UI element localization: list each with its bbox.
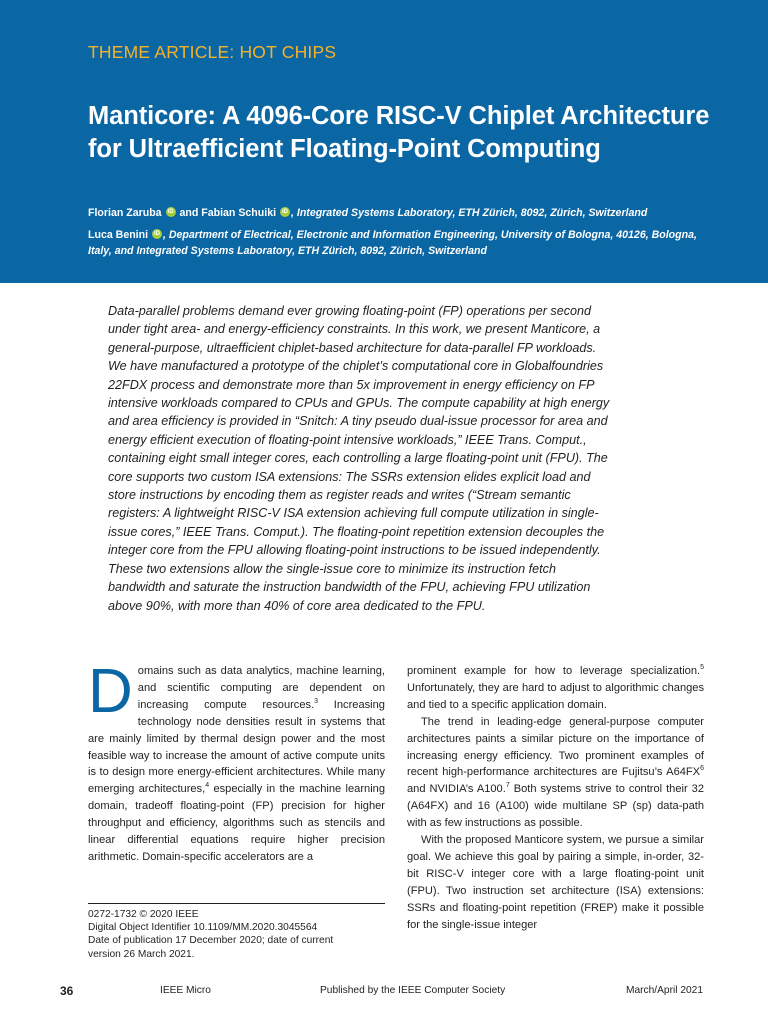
citation-ref[interactable]: 6 bbox=[700, 765, 704, 773]
orcid-icon[interactable]: iD bbox=[167, 209, 174, 215]
body-column-left bbox=[88, 657, 385, 866]
body-paragraph bbox=[407, 714, 704, 832]
author-affiliation: , Department of Electrical, Electronic and Information Engineering, University of Bologna, 40126, Bologna, Italy, and Integrated Systems Laboratory, ETH Zürich, 8092, Zürich, Switzerland bbox=[88, 229, 697, 257]
authors-line-1 bbox=[88, 205, 708, 221]
body-paragraph bbox=[407, 663, 704, 714]
citation-ref[interactable]: 4 bbox=[205, 782, 210, 790]
orcid-icon[interactable]: iD bbox=[154, 231, 160, 237]
body-text: prominent example for how to leverage specialization. bbox=[407, 665, 701, 677]
theme-label: THEME ARTICLE: HOT CHIPS bbox=[88, 42, 337, 62]
copyright-line: 0272-1732 © 2020 IEEE bbox=[88, 909, 199, 920]
orcid-icon[interactable]: iD bbox=[281, 209, 288, 215]
publisher-line: Published by the IEEE Computer Society bbox=[320, 985, 506, 996]
authors-line-2 bbox=[88, 227, 708, 259]
header-banner bbox=[0, 0, 768, 283]
body-paragraph bbox=[88, 657, 385, 866]
body-column-right bbox=[407, 663, 704, 934]
publication-date-line: Date of publication 17 December 2020; date of current version 26 March 2021. bbox=[88, 935, 334, 960]
body-text: Unfortunately, they are hard to adjust to algorithmic changes and tied to a specific application domain. bbox=[407, 681, 704, 711]
citation-ref[interactable]: 7 bbox=[505, 782, 510, 790]
journal-name: IEEE Micro bbox=[160, 985, 211, 996]
author-affiliation: , Integrated Systems Laboratory, ETH Zürich, 8092, Zürich, Switzerland bbox=[290, 207, 648, 219]
citation-ref[interactable]: 3 bbox=[314, 697, 319, 705]
footnote bbox=[88, 908, 385, 961]
author-name: Fabian Schuiki bbox=[201, 207, 277, 219]
body-paragraph: With the proposed Manticore system, we pursue a similar goal. We achieve this goal by pairing a simple, in-order, 32-bit RISC-V integer core with a large floating-point unit (FPU). Two instruction set architecture (ISA) extensions: SSRs and floating-point repetition (FREP) make it possible for the single-issue integer bbox=[407, 834, 704, 931]
abstract: Data-parallel problems demand ever growing floating-point (FP) operations per second under tight area- and energy-efficiency constraints. In this work, we present Manticore, a general-purpose, ultraefficient chiplet-based architecture for data-parallel FP workloads. We have manufactured a prototype of the chiplet’s computational core in Globalfoundries 22FDX process and demonstrate more than 5x improvement in energy efficiency on FP intensive workloads compared to CPUs and GPUs. The compute capability at high energy and area efficiency is provided in “Snitch: A tiny pseudo dual-issue processor for area and energy efficient execution of floating-point intensive workloads,” IEEE Trans. Comput., containing eight small integer cores, each controlling a large floating-point unit (FPU). The core supports two custom ISA extensions: The SSRs extension elides explicit load and store instructions by encoding them as register reads and writes (“Stream semantic registers: A lightweight RISC-V ISA extension achieving full compute utilization in single-issue cores,” IEEE Trans. Comput.). The floating-point repetition extension decouples the integer core from the FPU allowing floating-point instructions to be issued independently. These two extensions allow the single-issue core to minimize its instruction fetch bandwidth and saturate the instruction bandwidth of the FPU, achieving FPU utilization above 90%, with more than 40% of core area dedicated to the FPU. bbox=[108, 304, 610, 613]
author-name: Florian Zaruba bbox=[88, 207, 162, 219]
author-joiner: and bbox=[176, 207, 202, 219]
issue-date: March/April 2021 bbox=[626, 985, 704, 996]
body-text: omains such as data analytics, machine learning, and scientific computing are dependent on increasing compute resources. bbox=[137, 665, 385, 711]
page-number: 36 bbox=[60, 984, 74, 998]
body-text: Both systems strive to control their 32 (A64FX) and 16 (A100) wide multilane SP (sp) data-path with as few instructions as possible. bbox=[407, 783, 704, 830]
body-text: especially in the machine learning domain, tradeoff floating-point (FP) precision for higher throughput and efficiency, algorithms such as stencils and linear differential equations require higher precision arithmetic. Domain-specific accelerators are a bbox=[88, 783, 385, 863]
drop-cap: D bbox=[88, 657, 133, 726]
citation-ref[interactable]: 5 bbox=[700, 664, 704, 671]
article-title: Manticore: A 4096-Core RISC-V Chiplet Architecture for Ultraefficient Floating-Point Computing bbox=[88, 102, 710, 163]
body-text: and NVIDIA’s A100. bbox=[407, 783, 506, 796]
doi-line[interactable]: Digital Object Identifier 10.1109/MM.2020.3045564 bbox=[88, 922, 318, 934]
body-text: Increasing technology node densities result in systems that are mainly limited by thermal design power and the most feasible way to increase the amount of active compute units is to design more energy-efficient architectures. While many emerging architectures, bbox=[88, 698, 385, 796]
author-name: Luca Benini bbox=[88, 229, 149, 241]
body-text: The trend in leading-edge general-purpose computer architectures paints a similar picture on the importance of increasing energy efficiency. Two prominent examples of recent high-performance architectures are Fujitsu’s A64FX bbox=[407, 715, 704, 779]
footnote-divider bbox=[88, 903, 385, 904]
